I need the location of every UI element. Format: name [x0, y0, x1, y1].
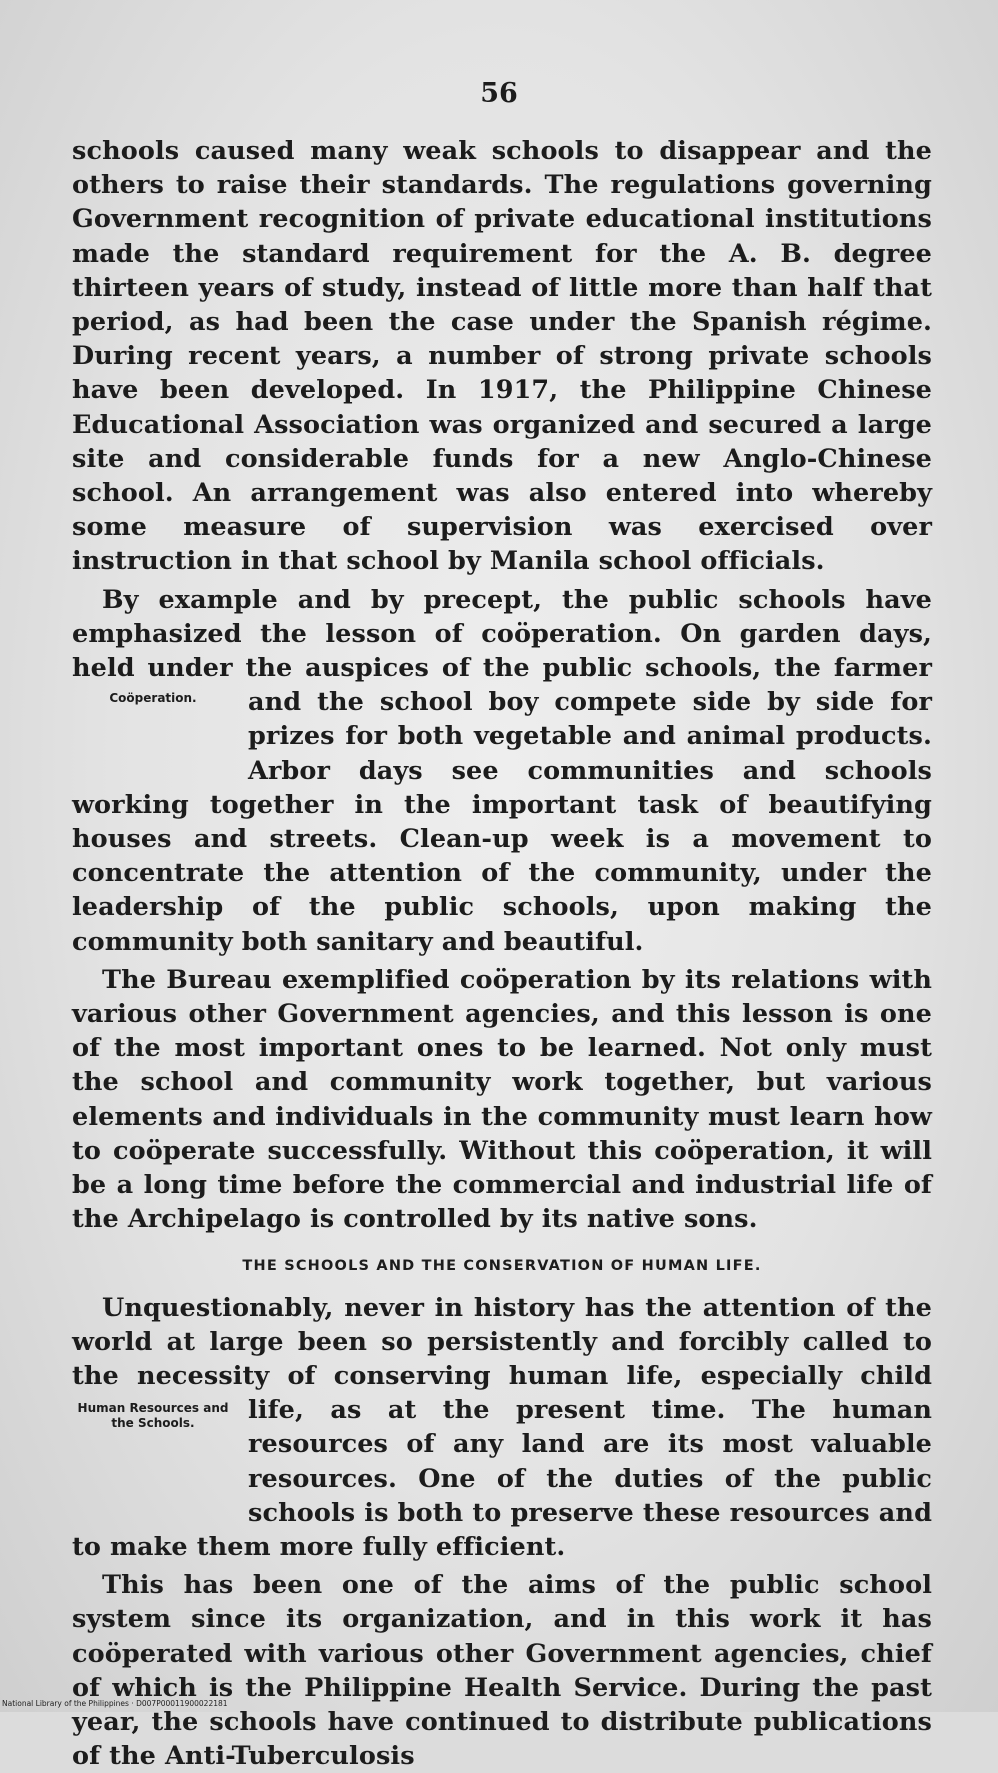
sidenote-human-resources: Human Resources and the Schools. — [77, 1401, 229, 1431]
paragraph-5: This has been one of the aims of the public school system since its organization, and in this work it has coöperated with various other Government agencies, chief of which is the Philippine Health Service. During the past year, the schools have continued to distribute publications of the Anti-Tuberculosis — [72, 1570, 932, 1772]
paragraph-4-start: Unquestionably, never in history has the attention of the world at large been so persistently and forcibly called to the necessity of conserving human life, especially child life, as at — [72, 1292, 932, 1426]
body-text — [72, 134, 932, 1773]
paragraph-2 — [72, 583, 932, 959]
paragraph-4 — [72, 1291, 932, 1565]
paragraph-2-rest: side by side for prizes for both vegetable and animal products. Arbor days see communities and schools working together in the important task of beautifying houses and streets. Clean-up week is a movement to concentrate the attention of the community, under the leadership of the public schools, upon making the community both sanitary and beautiful. — [72, 687, 932, 957]
page-number: 56 — [480, 78, 518, 109]
paragraph-2-start: By example and by precept, the public schools have emphasized the lesson of coöperation. On garden days, held under the auspices of the public schools, the farmer and the school boy compete — [72, 584, 932, 718]
paragraph-1: schools caused many weak schools to disappear and the others to raise their standards. The regulations governing Government recognition of private educational institutions made the standard requirement for the A. B. degree thirteen years of study, instead of little more than half that period, as had been the case under the Spanish régime. During recent years, a number of strong private schools have been developed. In 1917, the Philippine Chinese Educational Association was organized and secured a large site and considerable funds for a new Anglo-Chinese school. An arrangement was also entered into whereby some measure of supervision was exercised over instruction in that school by Manila school officials. — [72, 136, 932, 577]
section-heading: THE SCHOOLS AND THE CONSERVATION OF HUMAN LIFE. — [242, 1257, 762, 1274]
paragraph-4-rest: the present time. The human resources of any land are its most valuable resources. One of the duties of the public schools is both to preserve these resources and to make them more fully efficient. — [72, 1395, 932, 1562]
sidenote-cooperation: Coöperation. — [109, 691, 197, 706]
paragraph-3: The Bureau exemplified coöperation by its relations with various other Government agencies, and this lesson is one of the most important ones to be learned. Not only must the school and community work together, but various elements and individuals in the community must learn how to coöperate successfully. Without this coöperation, it will be a long time before the commercial and industrial life of the Archipelago is controlled by its native sons. — [72, 964, 932, 1235]
library-footer: National Library of the Philippines · D007P00011900022181 — [2, 1699, 228, 1708]
